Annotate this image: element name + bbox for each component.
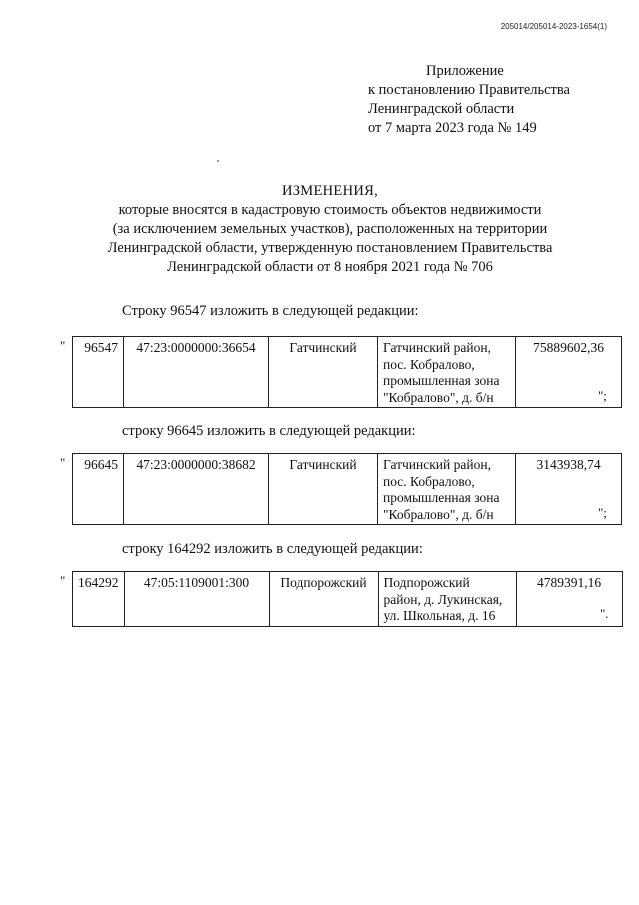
cadastral-number: 47:23:0000000:38682 [124, 454, 269, 525]
scan-speck [217, 160, 219, 162]
heading-line-3: Ленинградской области, утвержденную постановлением Правительства [107, 240, 553, 256]
record-table-1 [72, 336, 622, 408]
cadastral-value: 75889602,36 [516, 337, 622, 408]
address-line: ул. Школьная, д. 16 [383, 608, 496, 623]
address-line: пос. Кобралово, [383, 356, 475, 372]
cadastral-value: 4789391,16 [516, 572, 622, 627]
instruction-1: Строку 96547 изложить в следующей редакции: [122, 303, 419, 319]
address-line: "Кобралово", д. б/н [383, 389, 494, 405]
instruction-3: строку 164292 изложить в следующей редакции: [122, 541, 423, 557]
heading-line-2: (за исключением земельных участков), расположенных на территории [112, 221, 548, 237]
record-table-2 [72, 453, 622, 525]
appendix-line-3: Ленинградской области [368, 101, 515, 117]
address-line: Гатчинский район, [383, 457, 491, 472]
record-number: 96645 [73, 454, 124, 525]
address [378, 454, 516, 525]
heading-title: ИЗМЕНЕНИЯ, [281, 183, 379, 199]
close-quote-1: "; [598, 388, 607, 403]
cadastral-number: 47:23:0000000:36654 [124, 337, 269, 408]
district: Подпорожский [269, 572, 378, 627]
address-line: пос. Кобралово, [383, 473, 475, 489]
address-line: промышленная зона [383, 490, 500, 505]
appendix-line-1: Приложение [426, 63, 504, 79]
address-line: "Кобралово", д. б/н [383, 506, 494, 522]
heading-line-4: Ленинградской области от 8 ноября 2021 года № 706 [167, 259, 493, 275]
address-line: район, д. Лукинская, [383, 591, 503, 607]
address [378, 337, 516, 408]
table-row [73, 572, 623, 627]
district: Гатчинский [269, 337, 378, 408]
close-quote-3: ". [600, 606, 609, 621]
open-quote-3: " [60, 573, 66, 588]
address [378, 572, 516, 627]
document-heading [80, 182, 580, 277]
address-line: Подпорожский [383, 575, 470, 590]
open-quote-2: " [60, 455, 66, 470]
record-table-3 [72, 571, 623, 627]
address-line: промышленная зона [383, 373, 500, 388]
district: Гатчинский [269, 454, 378, 525]
close-quote-2: "; [598, 505, 607, 520]
heading-line-1: которые вносятся в кадастровую стоимость объектов недвижимости [118, 202, 542, 218]
appendix-line-2: к постановлению Правительства [368, 82, 570, 98]
record-number: 164292 [73, 572, 125, 627]
table-row [73, 454, 622, 525]
appendix-line-4: от 7 марта 2023 года № 149 [368, 120, 537, 136]
record-number: 96547 [73, 337, 124, 408]
open-quote-1: " [60, 338, 66, 353]
cadastral-number: 47:05:1109001:300 [124, 572, 269, 627]
document-id: 205014/205014-2023-1654(1) [500, 22, 607, 31]
appendix-block [368, 62, 618, 138]
address-line: Гатчинский район, [383, 340, 491, 355]
table-row [73, 337, 622, 408]
instruction-2: строку 96645 изложить в следующей редакции: [122, 423, 416, 439]
cadastral-value: 3143938,74 [516, 454, 622, 525]
